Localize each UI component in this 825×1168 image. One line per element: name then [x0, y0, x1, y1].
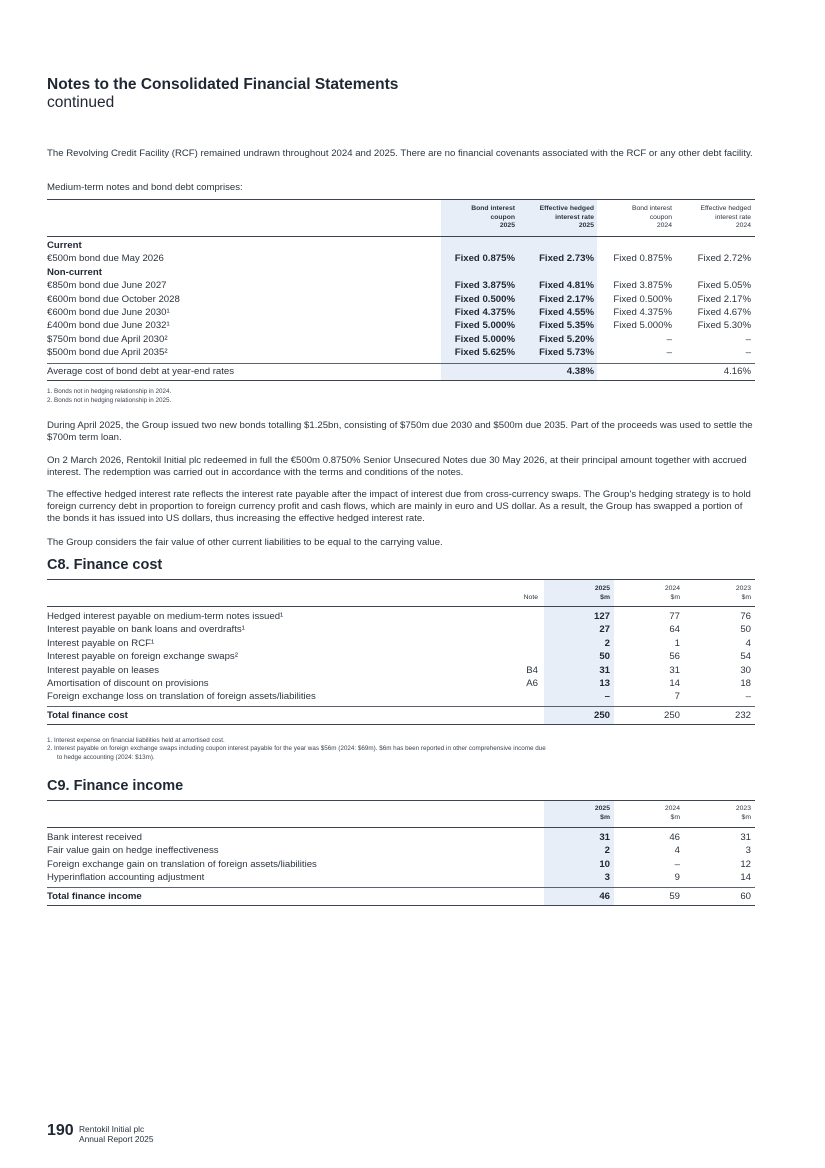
bond-row — [47, 252, 755, 265]
cost-row-value: 30 — [740, 664, 751, 676]
bond-row-value: Fixed 5.625% — [454, 347, 515, 359]
bond-row-value: Fixed 3.875% — [454, 280, 515, 292]
bond-intro-paragraph: Medium-term notes and bond debt comprises: — [47, 182, 243, 193]
bond-row — [47, 319, 755, 332]
income-total-2025: 46 — [599, 891, 610, 902]
income-col-header-2023: 2023 $m — [735, 805, 751, 821]
income-row-label: Bank interest received — [47, 832, 142, 843]
bond-bottom-rule — [47, 380, 755, 381]
cost-row-value: 18 — [740, 678, 751, 689]
income-row-value: 4 — [674, 845, 680, 857]
cost-total-2024: 250 — [663, 710, 680, 721]
income-header-rule — [47, 827, 755, 828]
bond-row-label: Non-current — [47, 266, 102, 278]
income-row — [47, 858, 755, 871]
cost-col-header-2024: 2024 $m — [664, 585, 680, 601]
bond-row-label: Current — [47, 240, 82, 251]
bond-footnote-2: 2. Bonds not in hedging relationship in 2025. — [47, 397, 172, 404]
cost-row-value: 56 — [669, 651, 680, 663]
cost-row — [47, 610, 755, 623]
page-title: Notes to the Consolidated Financial Statements — [47, 76, 399, 93]
income-row-label: Foreign exchange gain on translation of foreign assets/liabilities — [47, 858, 317, 870]
bond-col-header-coupon-2024: Bond interest coupon 2024 — [631, 205, 672, 229]
cost-row-value: 13 — [599, 678, 610, 689]
cost-col-header-note: Note — [523, 594, 538, 601]
bond-row-value: – — [745, 333, 751, 345]
cost-top-rule — [47, 579, 755, 580]
bond-row-value: Fixed 4.55% — [539, 307, 594, 318]
bond-col-header-rate-2024: Effective hedged interest rate 2024 — [700, 205, 751, 229]
bond-row-value: Fixed 4.67% — [697, 307, 751, 318]
cost-row-note: B4 — [526, 664, 538, 676]
bond-col-header-coupon-2025: Bond interest coupon 2025 — [471, 205, 515, 229]
income-total-rule — [47, 887, 755, 888]
bond-row-value: Fixed 3.875% — [613, 280, 672, 292]
cost-footnote-2-cont: to hedge accounting (2024: $13m). — [57, 754, 155, 761]
cost-bottom-rule — [47, 724, 755, 725]
cost-row-value: – — [604, 691, 610, 703]
income-row-label: Hyperinflation accounting adjustment — [47, 872, 205, 884]
bond-total-rule — [47, 363, 755, 364]
cost-row — [47, 650, 755, 663]
finance-cost-heading: C8. Finance cost — [47, 557, 163, 573]
cost-row-label: Amortisation of discount on provisions — [47, 678, 209, 689]
bond-row-label: €850m bond due June 2027 — [47, 280, 167, 292]
bond-row-value: Fixed 2.17% — [539, 293, 594, 305]
footer-report: Annual Report 2025 — [79, 1134, 154, 1145]
cost-row-value: 27 — [599, 624, 610, 636]
page-number: 190 — [47, 1122, 74, 1139]
cost-row — [47, 623, 755, 636]
income-col-header-2025: 2025 $m — [594, 805, 610, 821]
bond-row-value: Fixed 2.73% — [539, 253, 594, 265]
redemption-paragraph: On 2 March 2026, Rentokil Initial plc redeemed in full the €500m 0.8750% Senior Unsecured Notes due 30 May 2026, at their principal amount together with accrued interest. The redemption was carried out in accordance with the terms and conditions of the notes. — [47, 455, 747, 479]
bond-row — [47, 279, 755, 292]
bond-footnote-1: 1. Bonds not in hedging relationship in 2024. — [47, 388, 172, 395]
cost-footnote-1: 1. Interest expense on financial liabilities held at amortised cost. — [47, 737, 225, 744]
cost-row-value: 7 — [674, 691, 680, 703]
cost-row-value: 64 — [669, 624, 680, 636]
income-total-2024: 59 — [669, 891, 680, 902]
bond-row-value: Fixed 0.500% — [454, 293, 515, 305]
income-row-value: 3 — [604, 872, 610, 884]
income-row-value: 3 — [745, 845, 751, 857]
bond-row — [47, 333, 755, 346]
cost-row-value: 50 — [740, 624, 751, 636]
income-row-value: 46 — [669, 832, 680, 843]
cost-total-2023: 232 — [734, 710, 751, 721]
page-subtitle: continued — [47, 94, 115, 111]
bond-row-value: Fixed 5.000% — [454, 333, 515, 345]
cost-row-value: 127 — [593, 611, 610, 622]
income-row-value: 12 — [740, 858, 751, 870]
cost-row-value: 54 — [740, 651, 751, 663]
footer-company: Rentokil Initial plc — [79, 1124, 145, 1134]
cost-total-label: Total finance cost — [47, 710, 128, 721]
cost-row-value: 31 — [669, 664, 680, 676]
cost-row — [47, 690, 755, 703]
cost-row — [47, 637, 755, 650]
cost-row-value: 4 — [745, 637, 751, 649]
cost-col-header-2023: 2023 $m — [735, 585, 751, 601]
income-row-value: – — [674, 858, 680, 870]
bond-row-value: Fixed 4.375% — [454, 307, 515, 318]
bond-total-rate-2025: 4.38% — [566, 366, 594, 377]
footer-text — [79, 1124, 154, 1145]
cost-row-label: Interest payable on RCF¹ — [47, 637, 155, 649]
bond-row-label: €500m bond due May 2026 — [47, 253, 164, 265]
bond-row-value: Fixed 0.500% — [613, 293, 672, 305]
cost-total-row — [47, 709, 755, 722]
income-row — [47, 871, 755, 884]
cost-row-note: A6 — [526, 678, 538, 689]
bond-row-value: Fixed 5.000% — [613, 320, 672, 332]
cost-total-rule — [47, 706, 755, 707]
finance-income-heading: C9. Finance income — [47, 778, 184, 794]
bond-row-value: Fixed 5.73% — [539, 347, 594, 359]
income-row-value: 9 — [674, 872, 680, 884]
bond-row-value: Fixed 5.000% — [454, 320, 515, 332]
cost-row-value: 1 — [674, 637, 680, 649]
bond-row — [47, 293, 755, 306]
bond-row-value: – — [666, 347, 672, 359]
bond-row-value: Fixed 0.875% — [454, 253, 515, 265]
income-row-label: Fair value gain on hedge ineffectiveness — [47, 845, 219, 857]
bond-row-value: Fixed 5.35% — [539, 320, 594, 332]
bond-col-header-rate-2025: Effective hedged interest rate 2025 — [539, 205, 594, 229]
income-row — [47, 831, 755, 844]
bond-row-value: Fixed 2.17% — [697, 293, 751, 305]
bond-row-value: Fixed 0.875% — [613, 253, 672, 265]
cost-row-value: 31 — [599, 664, 610, 676]
bond-row — [47, 346, 755, 359]
income-row-value: 31 — [599, 832, 610, 843]
bond-row-value: Fixed 5.20% — [539, 333, 594, 345]
income-row-value: 10 — [599, 858, 610, 870]
income-col-header-2024: 2024 $m — [664, 805, 680, 821]
bond-row-label: $750m bond due April 2030² — [47, 333, 168, 345]
cost-total-2025: 250 — [593, 710, 610, 721]
bond-row-label: $500m bond due April 2035² — [47, 347, 168, 359]
bond-total-row — [47, 365, 755, 378]
bond-row-label: €600m bond due June 2030¹ — [47, 307, 170, 318]
fair-value-paragraph: The Group considers the fair value of other current liabilities to be equal to the carrying value. — [47, 537, 443, 548]
bond-row-value: Fixed 4.375% — [613, 307, 672, 318]
cost-row-label: Hedged interest payable on medium-term notes issued¹ — [47, 611, 284, 622]
bond-row — [47, 306, 755, 319]
bond-row-label: €600m bond due October 2028 — [47, 293, 180, 305]
bond-header-rule — [47, 236, 755, 237]
cost-row-value: 2 — [604, 637, 610, 649]
cost-row — [47, 677, 755, 690]
cost-header-rule — [47, 606, 755, 607]
income-total-label: Total finance income — [47, 891, 142, 902]
cost-row-label: Interest payable on foreign exchange swaps² — [47, 651, 238, 663]
cost-row-label: Interest payable on bank loans and overdrafts¹ — [47, 624, 245, 636]
income-bottom-rule — [47, 905, 755, 906]
cost-row-value: – — [745, 691, 751, 703]
rcf-paragraph: The Revolving Credit Facility (RCF) remained undrawn throughout 2024 and 2025. There are no financial covenants associated with the RCF or any other debt facility. — [47, 148, 753, 159]
bond-total-label: Average cost of bond debt at year-end rates — [47, 366, 235, 377]
cost-col-header-2025: 2025 $m — [594, 585, 610, 601]
bond-table-top-rule — [47, 199, 755, 200]
income-total-row — [47, 890, 755, 903]
cost-row-value: 76 — [740, 611, 751, 622]
cost-row-value: 77 — [669, 611, 680, 622]
cost-footnote-2: 2. Interest payable on foreign exchange swaps including coupon interest payable for the year was $56m (2024: $69m). $6m has been reported in other comprehensive income due — [47, 745, 546, 752]
income-total-2023: 60 — [740, 891, 751, 902]
bond-row-value: Fixed 4.81% — [539, 280, 594, 292]
bond-row-label: £400m bond due June 2032¹ — [47, 320, 170, 332]
cost-row-label: Interest payable on leases — [47, 664, 160, 676]
income-row-value: 31 — [740, 832, 751, 843]
bond-row-value: – — [745, 347, 751, 359]
bond-group-heading — [47, 239, 755, 252]
bond-issue-paragraph: During April 2025, the Group issued two new bonds totalling $1.25bn, consisting of $750m due 2030 and $500m due 2035. Part of the proceeds was used to settle the $700m term loan. — [47, 420, 753, 444]
income-row-value: 14 — [740, 872, 751, 884]
cost-row-label: Foreign exchange loss on translation of foreign assets/liabilities — [47, 691, 316, 703]
cost-row-value: 14 — [669, 678, 680, 689]
income-top-rule — [47, 800, 755, 801]
bond-row-value: Fixed 5.30% — [697, 320, 751, 332]
income-row — [47, 844, 755, 857]
bond-row-value: Fixed 2.72% — [697, 253, 751, 265]
hedged-rate-paragraph: The effective hedged interest rate reflects the interest rate payable after the impact of interest due from cross-currency swaps. The Group's hedging strategy is to hold foreign currency debt in proportion to foreign currency profit and cash flows, which are mainly in euro and US dollar. As a result, the Group has swapped a portion of the bonds it has issued into US dollars, thus increasing the effective hedged interest rate. — [47, 489, 751, 525]
bond-group-heading — [47, 266, 755, 279]
bond-total-rate-2024: 4.16% — [723, 366, 751, 377]
income-row-value: 2 — [604, 845, 610, 857]
bond-row-value: – — [666, 333, 672, 345]
bond-row-value: Fixed 5.05% — [697, 280, 751, 292]
cost-row — [47, 664, 755, 677]
cost-row-value: 50 — [599, 651, 610, 663]
